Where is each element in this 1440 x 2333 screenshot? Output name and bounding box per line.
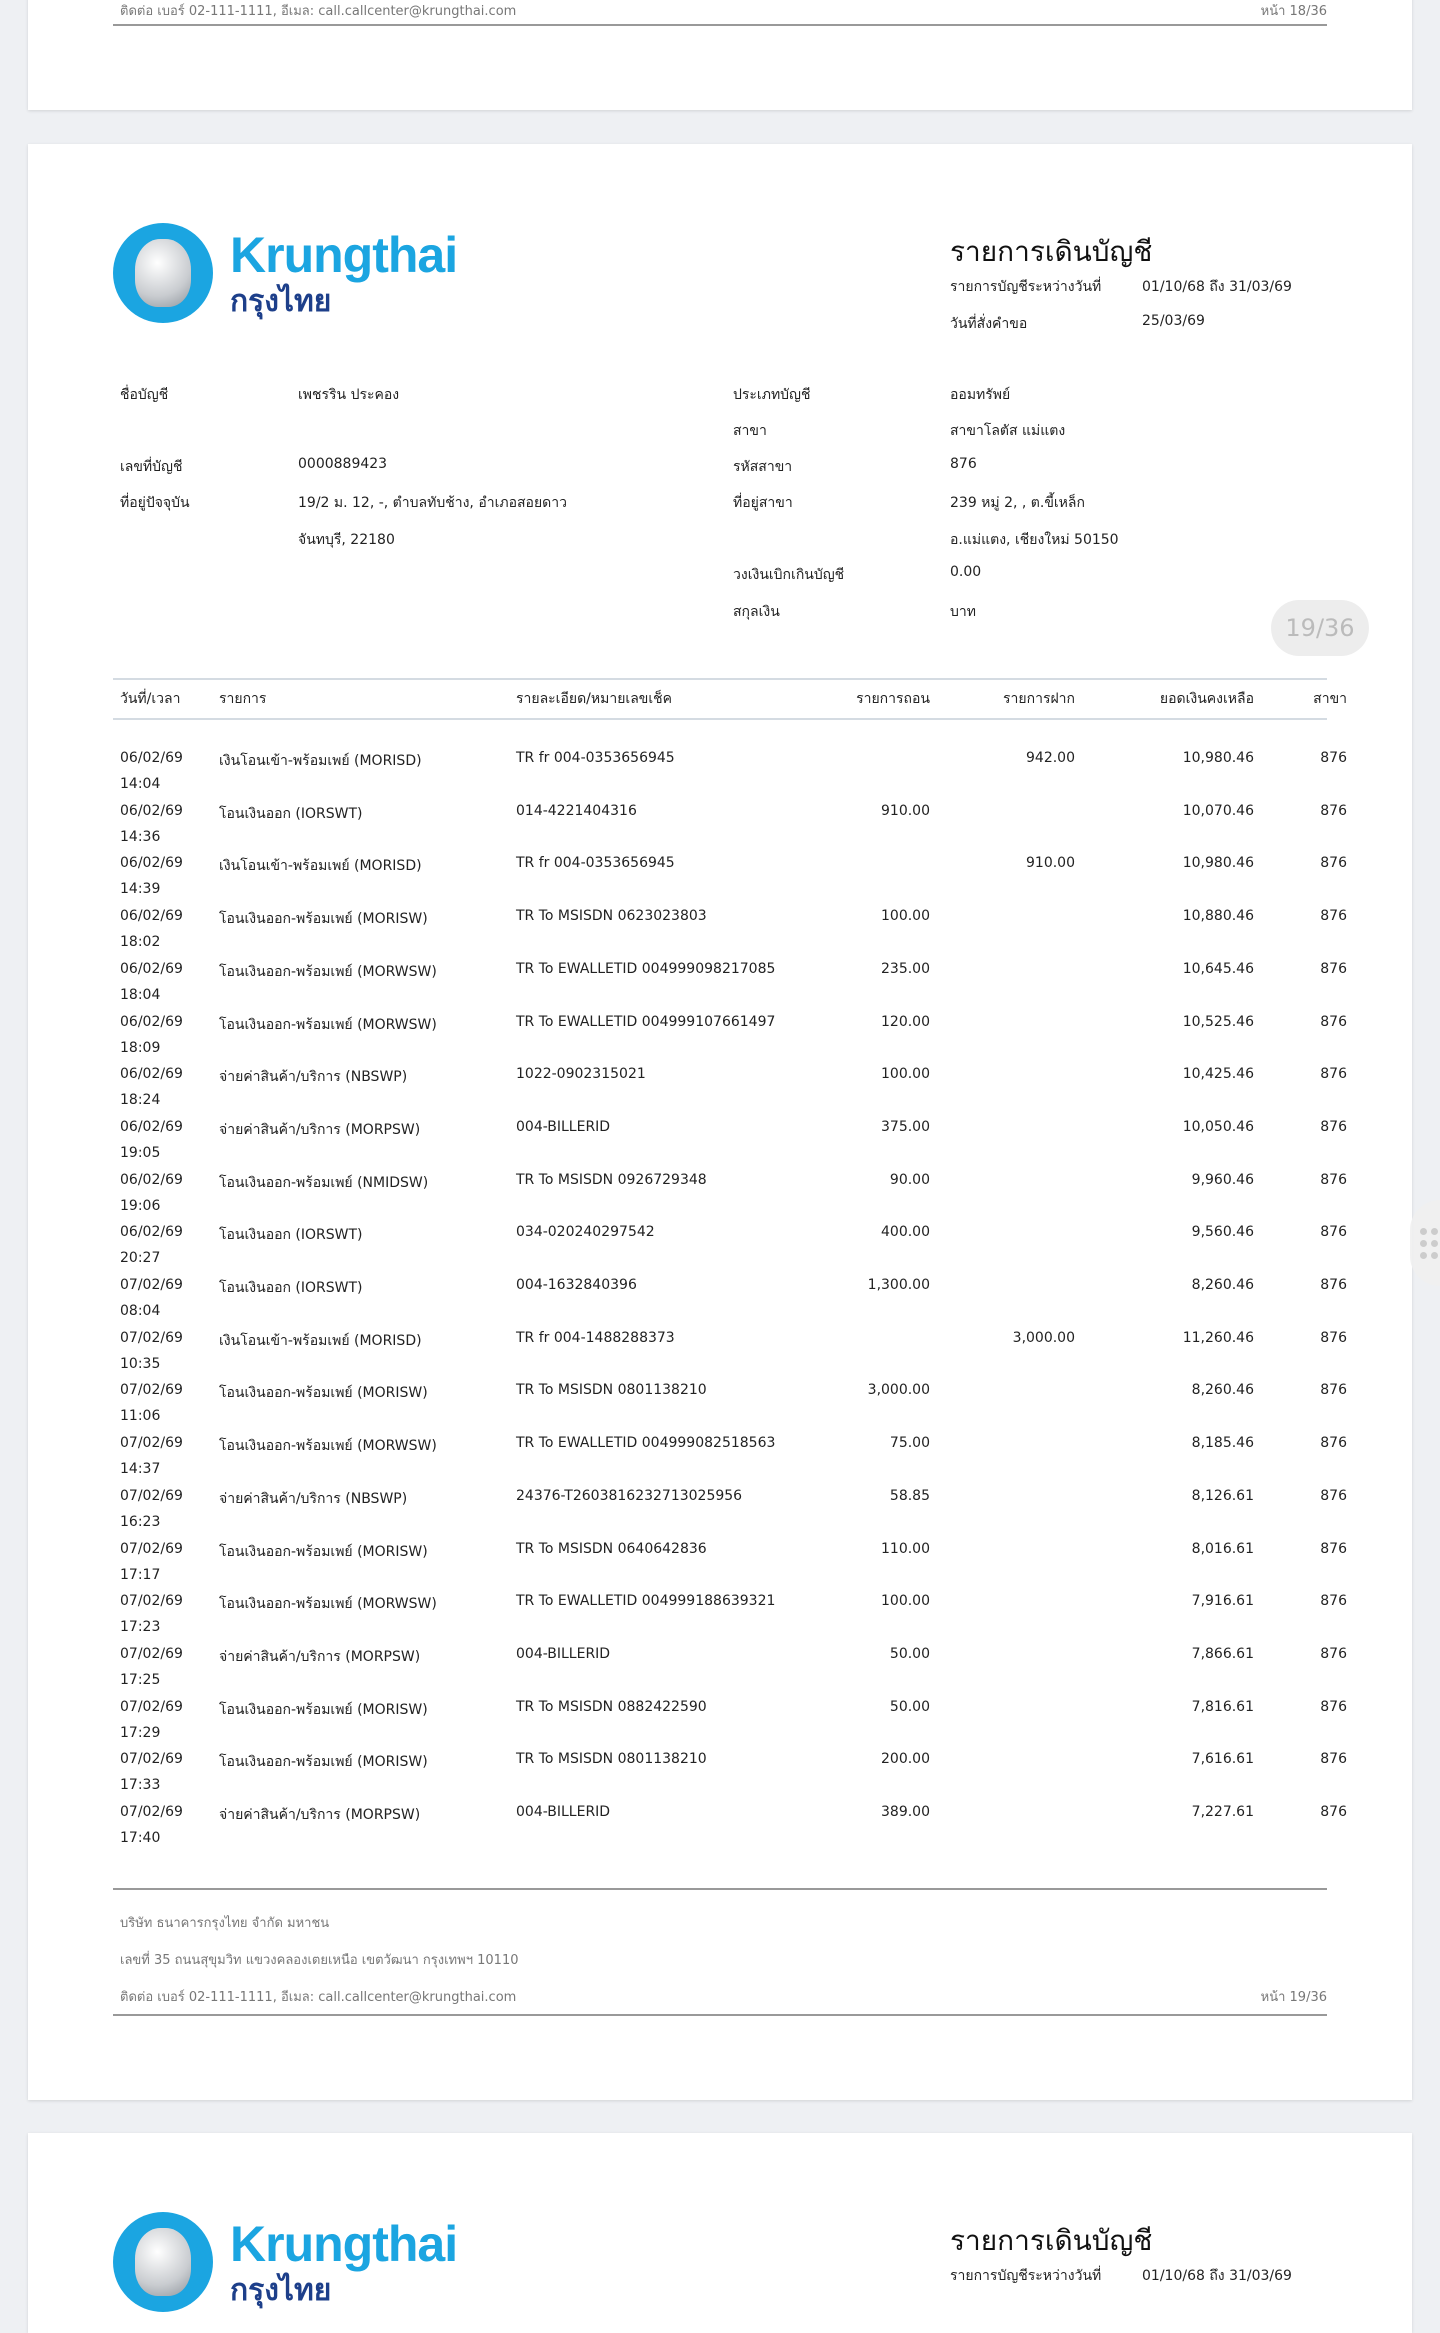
row-withdrawal: 100.00 [881,1066,930,1083]
row-time: 14:39 [120,881,161,898]
account-type: ออมทรัพย์ [950,387,1011,403]
row-date: 06/02/69 [120,802,183,819]
row-detail: 034-020240297542 [516,1224,655,1241]
row-time: 17:33 [120,1777,161,1794]
row-date: 07/02/69 [120,1435,183,1452]
row-date: 06/02/69 [120,960,183,977]
col-balance: ยอดเงินคงเหลือ [1159,691,1254,707]
row-time: 18:02 [120,934,161,951]
row-balance: 8,126.61 [1191,1487,1254,1504]
row-date: 06/02/69 [120,855,183,872]
period-label: รายการบัญชีระหว่างวันที่ [950,2268,1102,2284]
row-detail: TR To EWALLETID 004999107661497 [516,1013,776,1030]
row-description: เงินโอนเข้า-พร้อมเพย์ (MORISD) [219,753,422,769]
row-branch: 876 [1320,1698,1347,1715]
row-branch: 876 [1320,1171,1347,1188]
row-description: จ่ายค่าสินค้า/บริการ (NBSWP) [219,1490,408,1507]
branch-code: 876 [950,456,977,472]
row-withdrawal: 375.00 [881,1118,930,1135]
table-top-divider [113,678,1327,680]
row-time: 18:24 [120,1092,161,1109]
branch-label: สาขา [733,423,767,439]
row-branch: 876 [1320,1118,1347,1135]
row-withdrawal: 100.00 [881,1593,930,1610]
page-title: รายการเดินบัญชี [950,2224,1153,2257]
row-time: 17:40 [120,1830,161,1846]
row-branch: 876 [1320,960,1347,977]
currency-label: สกุลเงิน [733,604,780,620]
row-time: 14:04 [120,776,161,792]
period-row [950,276,1292,298]
row-date: 07/02/69 [120,1593,183,1610]
footer-bottom-divider [113,2014,1327,2016]
row-balance: 7,866.61 [1191,1645,1254,1662]
branch-name: สาขาโลตัส แม่แตง [950,423,1066,439]
col-detail: รายละเอียด/หมายเลขเช็ค [516,691,672,707]
row-time: 14:37 [120,1461,161,1478]
row-time: 08:04 [120,1303,161,1319]
row-detail: 1022-0902315021 [516,1066,646,1083]
row-balance: 7,816.61 [1191,1698,1254,1715]
row-description: จ่ายค่าสินค้า/บริการ (MORPSW) [219,1807,421,1823]
row-time: 17:29 [120,1724,161,1741]
row-balance: 7,616.61 [1191,1751,1254,1768]
row-date: 06/02/69 [120,1171,183,1188]
row-withdrawal: 910.00 [881,802,930,819]
row-detail: 004-BILLERID [516,1645,611,1662]
row-detail: 24376-T2603816232713025956 [516,1487,743,1504]
row-branch: 876 [1320,1593,1347,1610]
row-date: 07/02/69 [120,1645,183,1662]
row-branch: 876 [1320,855,1347,872]
row-balance: 8,016.61 [1191,1540,1254,1557]
footer-company: บริษัท ธนาคารกรุงไทย จำกัด มหาชน [120,1916,330,1931]
row-balance: 9,960.46 [1191,1171,1254,1188]
row-time: 17:23 [120,1619,161,1636]
row-description: โอนเงินออก-พร้อมเพย์ (MORISW) [219,911,428,928]
account-name: เพชรริน ประคอง [298,387,400,403]
row-date: 06/02/69 [120,1066,183,1083]
row-time: 18:09 [120,1039,161,1056]
account-number: 0000889423 [298,456,388,472]
row-detail: 004-BILLERID [516,1118,611,1135]
brand-name-th: กรุงไทย [230,284,332,319]
row-withdrawal: 400.00 [881,1224,930,1241]
footer-contact: ติดต่อ เบอร์ 02-111-1111, อีเมล: call.callcenter@krungthai.com [120,4,517,19]
row-deposit: 910.00 [1026,855,1075,872]
row-date: 06/02/69 [120,908,183,925]
row-description: โอนเงินออก-พร้อมเพย์ (MORISW) [219,1754,428,1771]
row-balance: 9,560.46 [1191,1224,1254,1241]
row-withdrawal: 235.00 [881,960,930,977]
period-value: 01/10/68 ถึง 31/03/69 [1142,2268,1292,2284]
footer-page-number: หน้า 18/36 [1260,4,1327,19]
account-name-label: ชื่อบัญชี [120,387,169,403]
brand-name-en: Krungthai [230,227,458,283]
row-description: โอนเงินออก-พร้อมเพย์ (MORISW) [219,1385,428,1402]
row-withdrawal: 50.00 [889,1645,930,1662]
row-detail: TR To MSISDN 0623023803 [516,908,707,925]
row-branch: 876 [1320,1645,1347,1662]
row-balance: 10,980.46 [1182,750,1254,766]
request-date-value: 25/03/69 [1142,313,1205,329]
row-detail: TR fr 004-1488288373 [516,1329,675,1346]
row-description: โอนเงินออก-พร้อมเพย์ (MORWSW) [219,1438,437,1455]
row-description: โอนเงินออก-พร้อมเพย์ (MORWSW) [219,963,437,980]
brand-name-th: กรุงไทย [230,2273,332,2308]
overdraft-label: วงเงินเบิกเกินบัญชี [733,567,845,583]
row-description: โอนเงินออก-พร้อมเพย์ (MORISW) [219,1701,428,1718]
scroll-drag-handle[interactable] [1410,1200,1440,1286]
row-description: จ่ายค่าสินค้า/บริการ (MORPSW) [219,1648,421,1665]
row-time: 19:05 [120,1144,161,1161]
row-detail: TR fr 004-0353656945 [516,855,675,872]
request-date-row [950,313,1205,335]
row-detail: TR To MSISDN 0801138210 [516,1382,707,1399]
row-description: โอนเงินออก-พร้อมเพย์ (MORWSW) [219,1016,437,1033]
row-description: เงินโอนเข้า-พร้อมเพย์ (MORISD) [219,858,422,875]
row-balance: 10,050.46 [1182,1118,1254,1135]
row-balance: 10,525.46 [1182,1013,1254,1030]
row-description: โอนเงินออก-พร้อมเพย์ (MORWSW) [219,1596,437,1613]
row-detail: TR To EWALLETID 004999188639321 [516,1593,776,1610]
row-description: โอนเงินออก-พร้อมเพย์ (NMIDSW) [219,1174,429,1191]
row-branch: 876 [1320,1487,1347,1504]
col-withdrawal: รายการถอน [856,691,930,707]
row-branch: 876 [1320,750,1347,766]
branch-address-line2: อ.แม่แตง, เชียงใหม่ 50150 [950,532,1119,548]
row-date: 07/02/69 [120,1487,183,1504]
request-date-label: วันที่สั่งคำขอ [950,316,1028,332]
row-withdrawal: 58.85 [889,1487,930,1504]
row-date: 07/02/69 [120,1751,183,1768]
row-detail: TR To EWALLETID 004999082518563 [516,1435,776,1452]
row-detail: TR To MSISDN 0640642836 [516,1540,707,1557]
row-detail: TR To MSISDN 0882422590 [516,1698,707,1715]
row-time: 19:06 [120,1197,161,1214]
row-branch: 876 [1320,1751,1347,1768]
row-date: 06/02/69 [120,1224,183,1241]
row-detail: 004-BILLERID [516,1804,611,1820]
row-withdrawal: 90.00 [889,1171,930,1188]
row-time: 17:17 [120,1566,161,1583]
row-branch: 876 [1320,802,1347,819]
branch-address-label: ที่อยู่สาขา [733,495,793,511]
row-deposit: 942.00 [1026,750,1075,766]
branch-address-line1: 239 หมู่ 2, , ต.ขี้เหล็ก [950,495,1085,511]
row-branch: 876 [1320,1540,1347,1557]
row-description: โอนเงินออก-พร้อมเพย์ (MORISW) [219,1543,428,1560]
period-label: รายการบัญชีระหว่างวันที่ [950,279,1102,295]
row-time: 17:25 [120,1671,161,1688]
overdraft-value: 0.00 [950,564,982,580]
row-description: เงินโอนเข้า-พร้อมเพย์ (MORISD) [219,1332,422,1349]
row-branch: 876 [1320,1224,1347,1241]
row-branch: 876 [1320,908,1347,925]
row-date: 07/02/69 [120,1698,183,1715]
account-type-label: ประเภทบัญชี [733,387,811,403]
page-18 [28,0,1412,110]
krungthai-logo-icon [113,2212,213,2312]
row-detail: TR To MSISDN 0926729348 [516,1171,707,1188]
row-time: 14:36 [120,828,161,845]
currency-value: บาท [950,604,976,620]
row-balance: 8,185.46 [1191,1435,1254,1452]
row-withdrawal: 389.00 [881,1804,930,1820]
row-balance: 10,880.46 [1182,908,1254,925]
row-description: จ่ายค่าสินค้า/บริการ (NBSWP) [219,1069,408,1086]
page-indicator: 19/36 [1271,600,1369,656]
row-balance: 10,425.46 [1182,1066,1254,1083]
row-branch: 876 [1320,1329,1347,1346]
row-date: 07/02/69 [120,1329,183,1346]
row-balance: 11,260.46 [1182,1329,1254,1346]
table-header-divider [113,718,1327,720]
col-description: รายการ [219,691,267,707]
row-time: 18:04 [120,986,161,1003]
row-balance: 7,227.61 [1191,1804,1254,1820]
row-balance: 8,260.46 [1191,1382,1254,1399]
row-description: โอนเงินออก (IORSWT) [219,1227,363,1244]
account-number-label: เลขที่บัญชี [120,459,183,475]
col-deposit: รายการฝาก [1003,691,1075,707]
row-time: 16:23 [120,1513,161,1530]
row-withdrawal: 1,300.00 [867,1277,930,1293]
row-date: 06/02/69 [120,750,183,766]
row-description: โอนเงินออก (IORSWT) [219,1280,363,1296]
row-branch: 876 [1320,1435,1347,1452]
address-line1: 19/2 ม. 12, -, ตำบลทับช้าง, อำเภอสอยดาว [298,495,567,511]
footer-top-divider [113,1888,1327,1890]
row-date: 06/02/69 [120,1013,183,1030]
col-branch: สาขา [1313,691,1347,707]
row-detail: 004-1632840396 [516,1277,637,1293]
row-date: 06/02/69 [120,1118,183,1135]
footer-contact: ติดต่อ เบอร์ 02-111-1111, อีเมล: call.callcenter@krungthai.com [120,1990,517,2005]
branch-code-label: รหัสสาขา [733,459,793,475]
row-balance: 8,260.46 [1191,1277,1254,1293]
divider [113,24,1327,26]
brand-name-en: Krungthai [230,2216,458,2272]
row-time: 10:35 [120,1355,161,1372]
page-20 [28,2133,1412,2333]
footer-page-number: หน้า 19/36 [1260,1990,1327,2005]
page-title: รายการเดินบัญชี [950,235,1153,268]
row-date: 07/02/69 [120,1382,183,1399]
row-withdrawal: 75.00 [889,1435,930,1452]
row-withdrawal: 120.00 [881,1013,930,1030]
row-balance: 10,980.46 [1182,855,1254,872]
row-branch: 876 [1320,1066,1347,1083]
address-label: ที่อยู่ปัจจุบัน [120,495,190,511]
row-detail: TR To EWALLETID 004999098217085 [516,960,776,977]
row-date: 07/02/69 [120,1277,183,1293]
row-branch: 876 [1320,1013,1347,1030]
row-date: 07/02/69 [120,1540,183,1557]
period-row [950,2265,1292,2287]
page-19 [28,144,1412,2100]
row-description: จ่ายค่าสินค้า/บริการ (MORPSW) [219,1121,421,1138]
row-withdrawal: 50.00 [889,1698,930,1715]
row-detail: TR To MSISDN 0801138210 [516,1751,707,1768]
row-balance: 10,645.46 [1182,960,1254,977]
row-branch: 876 [1320,1382,1347,1399]
row-detail: 014-4221404316 [516,802,637,819]
address-line2: จันทบุรี, 22180 [298,532,395,548]
row-detail: TR fr 004-0353656945 [516,750,675,766]
footer-address: เลขที่ 35 ถนนสุขุมวิท แขวงคลองเตยเหนือ เขตวัฒนา กรุงเทพฯ 10110 [120,1953,519,1968]
period-value: 01/10/68 ถึง 31/03/69 [1142,279,1292,295]
row-withdrawal: 100.00 [881,908,930,925]
row-withdrawal: 200.00 [881,1751,930,1768]
row-withdrawal: 3,000.00 [867,1382,930,1399]
row-deposit: 3,000.00 [1012,1329,1075,1346]
row-balance: 10,070.46 [1182,802,1254,819]
col-datetime: วันที่/เวลา [120,691,181,707]
row-time: 11:06 [120,1408,161,1425]
row-withdrawal: 110.00 [881,1540,930,1557]
row-balance: 7,916.61 [1191,1593,1254,1610]
row-time: 20:27 [120,1250,161,1267]
row-branch: 876 [1320,1277,1347,1293]
row-date: 07/02/69 [120,1804,183,1820]
row-branch: 876 [1320,1804,1347,1820]
row-description: โอนเงินออก (IORSWT) [219,805,363,822]
krungthai-logo-icon [113,223,213,323]
